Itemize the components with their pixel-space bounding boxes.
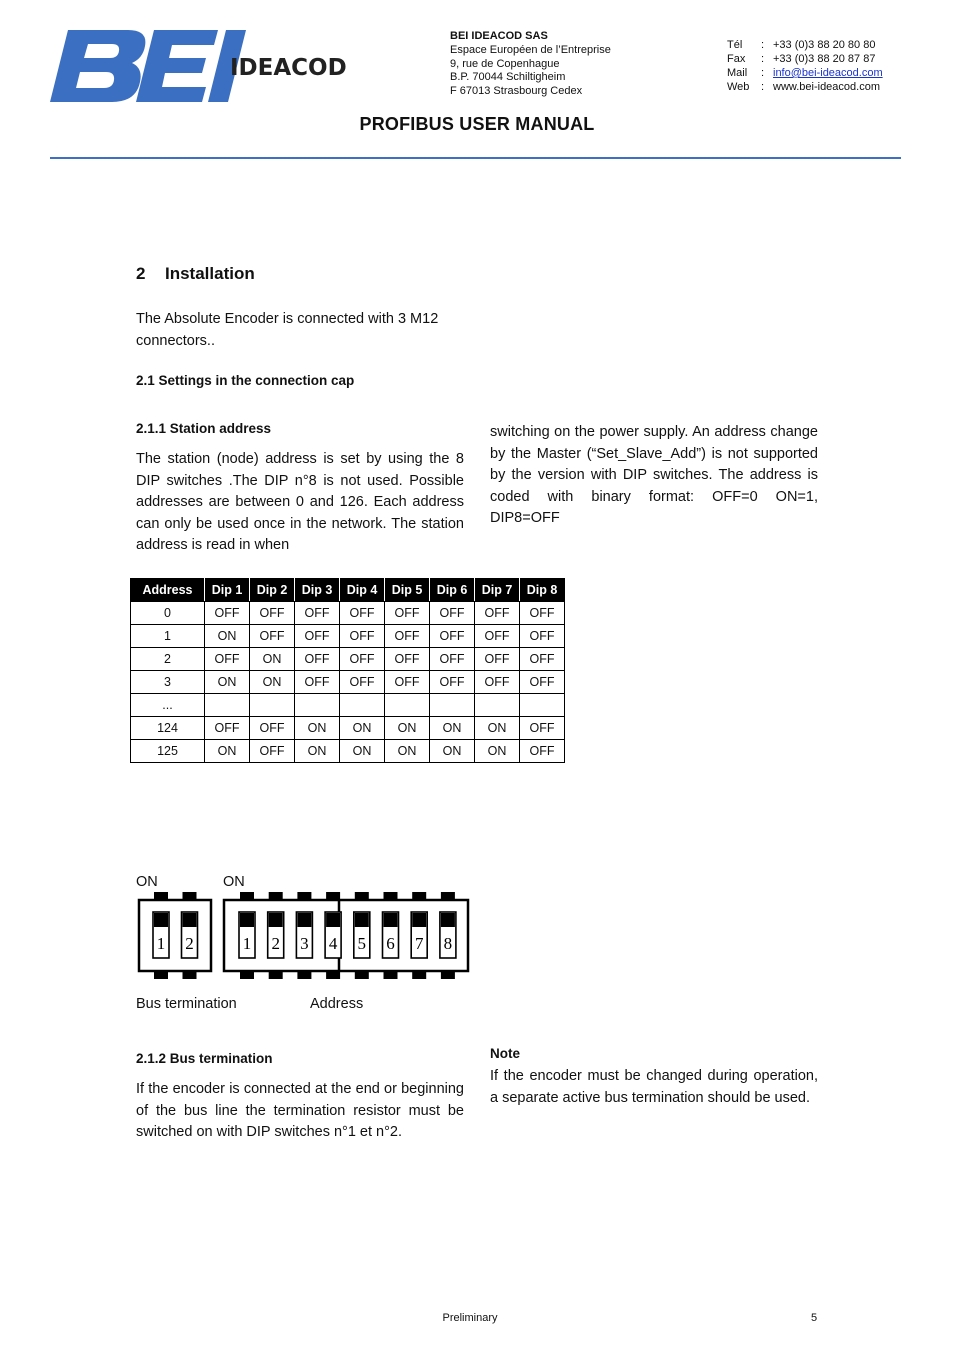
station-text-left: The station (node) address is set by using the 8 DIP switches .The DIP n°8 is not used. Possible addresses are between 0 and 126. Each address can only be used once in the network. The station address is read in when	[136, 451, 464, 554]
document-title: PROFIBUS USER MANUAL	[359, 114, 595, 134]
header-cell: Dip 8	[520, 579, 565, 602]
table-cell: OFF	[205, 602, 250, 625]
table-cell: OFF	[475, 648, 520, 671]
header-rule	[50, 157, 901, 159]
table-cell	[295, 694, 340, 717]
table-cell: OFF	[520, 602, 565, 625]
table-cell	[430, 694, 475, 717]
table-cell: OFF	[385, 625, 430, 648]
table-cell: ON	[205, 740, 250, 763]
table-cell	[205, 694, 250, 717]
table-cell	[475, 694, 520, 717]
address-line: B.P. 70044 Schiltigheim	[450, 71, 566, 84]
dip-switch-number: 1	[242, 934, 252, 953]
table-cell: ON	[295, 740, 340, 763]
table-cell: ON	[430, 740, 475, 763]
table-cell: OFF	[430, 625, 475, 648]
dip-switch-number: 2	[271, 934, 280, 953]
dip-switch-number: 8	[443, 934, 453, 953]
table-cell: OFF	[250, 625, 295, 648]
table-cell	[385, 694, 430, 717]
table-cell: ON	[340, 740, 385, 763]
table-cell: OFF	[295, 671, 340, 694]
table-cell: 124	[131, 717, 205, 740]
table-cell: OFF	[340, 602, 385, 625]
bus-termination-text: If the encoder is connected at the end or beginning of the bus line the termination resistor must be switched on with DIP switches n°1 et n°2.	[136, 1081, 464, 1141]
header-cell: Dip 5	[385, 579, 430, 602]
contact-web: Web : www.bei-ideacod.com	[727, 81, 880, 93]
intro-paragraph: The Absolute Encoder is connected with 3 M12 connectors..	[136, 311, 439, 349]
table-cell: OFF	[250, 602, 295, 625]
contact-mail: Mail : info@bei-ideacod.com	[727, 67, 883, 79]
table-cell	[520, 694, 565, 717]
table-cell: OFF	[295, 648, 340, 671]
table-cell: ON	[340, 717, 385, 740]
dip-address-table	[130, 578, 565, 763]
note-text: If the encoder must be changed during operation, a separate active bus termination should be used.	[490, 1068, 818, 1106]
header-cell: Dip 6	[430, 579, 475, 602]
dip-switch-number: 2	[185, 934, 194, 953]
table-cell: ON	[295, 717, 340, 740]
table-cell: OFF	[385, 671, 430, 694]
address-switch-block	[224, 900, 468, 971]
dip-switch-number: 1	[156, 934, 166, 953]
address-line: 9, rue de Copenhague	[450, 57, 560, 70]
note-title: Note	[490, 1046, 520, 1061]
table-cell: ON	[430, 717, 475, 740]
dip-switch-number: 5	[357, 934, 367, 953]
bei-ideacod-logo	[50, 28, 370, 104]
table-row	[131, 648, 565, 671]
table-cell: OFF	[430, 602, 475, 625]
dip-switch-number: 7	[414, 934, 424, 953]
table-cell: OFF	[385, 602, 430, 625]
table-cell: OFF	[205, 717, 250, 740]
table-cell: ON	[250, 648, 295, 671]
table-cell: OFF	[385, 648, 430, 671]
table-cell: OFF	[340, 648, 385, 671]
table-cell: OFF	[250, 740, 295, 763]
footer-status: Preliminary	[442, 1312, 498, 1324]
address-line: Espace Européen de l’Entreprise	[450, 43, 611, 56]
table-header-row	[131, 579, 565, 602]
table-cell: OFF	[475, 671, 520, 694]
header-cell: Dip 4	[340, 579, 385, 602]
table-row	[131, 625, 565, 648]
table-row	[131, 717, 565, 740]
table-cell: OFF	[340, 625, 385, 648]
dip-switch-diagram	[130, 868, 475, 988]
company-address	[450, 30, 611, 99]
section-title: Installation	[165, 264, 255, 283]
table-cell: ON	[475, 717, 520, 740]
station-address-heading: 2.1.1 Station address	[136, 421, 272, 436]
table-cell: OFF	[205, 648, 250, 671]
table-cell: OFF	[520, 717, 565, 740]
table-cell: ON	[475, 740, 520, 763]
header-cell: Address	[131, 579, 205, 602]
table-cell: 3	[131, 671, 205, 694]
table-cell: OFF	[520, 648, 565, 671]
bus-termination-label: Bus termination	[136, 996, 237, 1012]
table-cell: OFF	[475, 602, 520, 625]
table-cell: OFF	[430, 671, 475, 694]
header-cell: Dip 2	[250, 579, 295, 602]
dip-switch-number: 3	[300, 934, 309, 953]
table-cell: ON	[250, 671, 295, 694]
station-text-right: switching on the power supply. An address change by the Master (“Set_Slave_Add”) is not supported by the version with DIP switches. The address is coded with binary format: OFF=0 ON=1, DIP8=OFF	[490, 424, 818, 527]
logo-wordmark: IDEACOD	[230, 55, 347, 81]
table-cell: ON	[385, 740, 430, 763]
address-line: F 67013 Strasbourg Cedex	[450, 85, 583, 98]
table-row	[131, 694, 565, 717]
on-label-bus: ON	[136, 874, 158, 890]
table-cell: OFF	[520, 740, 565, 763]
header-cell: Dip 7	[475, 579, 520, 602]
table-cell: 1	[131, 625, 205, 648]
table-cell: ON	[205, 671, 250, 694]
mail-link[interactable]: info@bei-ideacod.com	[773, 67, 883, 79]
section-heading	[136, 264, 255, 284]
on-label-address: ON	[223, 874, 245, 890]
table-cell: 125	[131, 740, 205, 763]
contact-phone: Tél : +33 (0)3 88 20 80 80	[727, 39, 876, 51]
subsection-heading: 2.1 Settings in the connection cap	[136, 373, 355, 388]
table-cell: OFF	[295, 625, 340, 648]
table-row	[131, 671, 565, 694]
address-label: Address	[310, 996, 364, 1012]
dip-switch-number: 4	[328, 934, 338, 953]
page-number: 5	[811, 1312, 818, 1324]
contact-block	[727, 38, 883, 94]
header-cell: Dip 3	[295, 579, 340, 602]
header-cell: Dip 1	[205, 579, 250, 602]
bus-termination-switch-block	[139, 900, 211, 971]
table-cell: OFF	[295, 602, 340, 625]
contact-fax: Fax : +33 (0)3 88 20 87 87	[727, 53, 876, 65]
table-cell: OFF	[340, 671, 385, 694]
table-cell: OFF	[520, 625, 565, 648]
table-cell: ON	[205, 625, 250, 648]
table-row	[131, 602, 565, 625]
table-cell: ON	[385, 717, 430, 740]
table-cell: ...	[131, 694, 205, 717]
bus-termination-heading: 2.1.2 Bus termination	[136, 1051, 273, 1066]
table-cell: 0	[131, 602, 205, 625]
table-cell: 2	[131, 648, 205, 671]
table-row	[131, 740, 565, 763]
table-cell: OFF	[250, 717, 295, 740]
table-cell: OFF	[520, 671, 565, 694]
section-number: 2	[136, 264, 146, 283]
company-name: BEI IDEACOD SAS	[450, 30, 548, 42]
table-cell: OFF	[430, 648, 475, 671]
dip-switch-number: 6	[386, 934, 395, 953]
table-cell	[250, 694, 295, 717]
table-cell	[340, 694, 385, 717]
table-cell: OFF	[475, 625, 520, 648]
